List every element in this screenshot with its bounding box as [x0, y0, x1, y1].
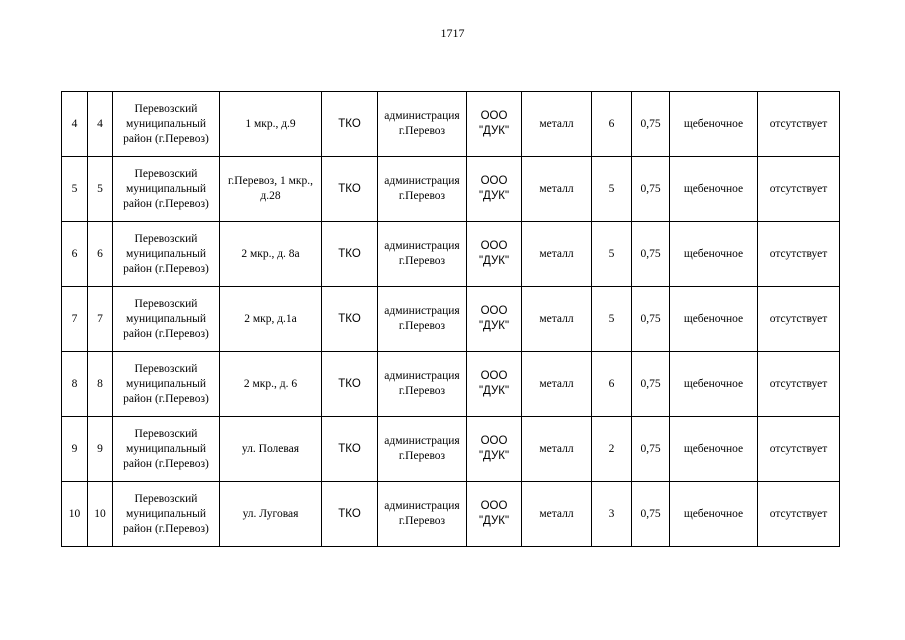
table-row: [62, 157, 840, 222]
address-cell-line: 2 мкр., д. 6: [243, 377, 298, 390]
operator-cell: [467, 417, 522, 482]
row-number-cell: 7: [62, 287, 88, 352]
container-volume-cell: 0,75: [632, 157, 670, 222]
district-cell-line: муниципальный: [125, 312, 207, 325]
operator-cell-line: "ДУК": [478, 450, 510, 462]
container-count-cell: 6: [592, 352, 632, 417]
district-cell: [113, 482, 220, 547]
operator-cell-line: ООО: [480, 435, 508, 447]
surface-cell: щебеночное: [670, 157, 758, 222]
owner-cell: [378, 352, 467, 417]
row-number-cell: 4: [62, 92, 88, 157]
address-cell-line: 2 мкр, д.1а: [244, 312, 297, 325]
material-cell: металл: [522, 482, 592, 547]
container-volume-cell: 0,75: [632, 352, 670, 417]
district-cell: [113, 352, 220, 417]
page-number: 1717: [440, 26, 465, 40]
waste-type-cell: ТКО: [322, 287, 378, 352]
owner-cell-line: администрация: [384, 175, 460, 187]
container-count-cell: 2: [592, 417, 632, 482]
operator-cell: [467, 92, 522, 157]
material-cell: металл: [522, 92, 592, 157]
table-row: [62, 417, 840, 482]
owner-cell: [378, 222, 467, 287]
address-cell-line: д.28: [260, 190, 281, 202]
container-volume-cell: 0,75: [632, 222, 670, 287]
container-count-cell: 5: [592, 157, 632, 222]
waste-type-cell: ТКО: [322, 482, 378, 547]
material-cell: металл: [522, 157, 592, 222]
district-cell-line: район (г.Перевоз): [123, 522, 209, 535]
site-number-cell: 5: [88, 157, 113, 222]
district-cell-line: район (г.Перевоз): [123, 392, 209, 405]
owner-cell: [378, 417, 467, 482]
owner-cell: [378, 92, 467, 157]
operator-cell-line: "ДУК": [478, 320, 510, 332]
operator-cell-line: ООО: [480, 305, 508, 317]
waste-type-cell: ТКО: [322, 157, 378, 222]
district-cell-line: Перевозский: [134, 362, 198, 375]
waste-type-cell: ТКО: [322, 92, 378, 157]
district-cell: [113, 92, 220, 157]
container-volume-cell: 0,75: [632, 482, 670, 547]
material-cell: металл: [522, 417, 592, 482]
container-count-cell: 5: [592, 222, 632, 287]
district-cell-line: муниципальный: [125, 182, 207, 195]
address-cell-line: 1 мкр., д.9: [245, 117, 296, 130]
address-cell: [220, 157, 322, 222]
operator-cell-line: "ДУК": [478, 385, 510, 397]
district-cell: [113, 222, 220, 287]
district-cell-line: муниципальный: [125, 377, 207, 390]
operator-cell-line: "ДУК": [478, 515, 510, 527]
operator-cell-line: ООО: [480, 110, 508, 122]
container-volume-cell: 0,75: [632, 417, 670, 482]
address-cell: [220, 352, 322, 417]
operator-cell-line: "ДУК": [478, 190, 510, 202]
address-cell: [220, 222, 322, 287]
district-cell-line: Перевозский: [134, 167, 198, 180]
owner-cell: [378, 157, 467, 222]
container-count-cell: 5: [592, 287, 632, 352]
district-cell: [113, 417, 220, 482]
table-row: [62, 287, 840, 352]
operator-cell: [467, 287, 522, 352]
row-number-cell: 5: [62, 157, 88, 222]
district-cell-line: район (г.Перевоз): [123, 457, 209, 470]
operator-cell: [467, 482, 522, 547]
fence-cell: отсутствует: [758, 92, 840, 157]
operator-cell: [467, 157, 522, 222]
fence-cell: отсутствует: [758, 157, 840, 222]
fence-cell: отсутствует: [758, 352, 840, 417]
owner-cell-line: г.Перевоз: [398, 515, 446, 527]
district-cell-line: Перевозский: [134, 297, 198, 310]
owner-cell-line: администрация: [384, 435, 460, 447]
surface-cell: щебеночное: [670, 482, 758, 547]
district-cell-line: муниципальный: [125, 507, 207, 520]
address-cell-line: ул. Луговая: [242, 507, 299, 520]
site-number-cell: 8: [88, 352, 113, 417]
district-cell-line: район (г.Перевоз): [123, 262, 209, 275]
owner-cell-line: г.Перевоз: [398, 320, 446, 332]
owner-cell-line: администрация: [384, 240, 460, 252]
owner-cell-line: администрация: [384, 305, 460, 317]
address-cell: [220, 482, 322, 547]
material-cell: металл: [522, 287, 592, 352]
fence-cell: отсутствует: [758, 482, 840, 547]
row-number-cell: 10: [62, 482, 88, 547]
owner-cell: [378, 287, 467, 352]
container-count-cell: 6: [592, 92, 632, 157]
row-number-cell: 6: [62, 222, 88, 287]
waste-site-table: [61, 91, 840, 547]
table-row: [62, 352, 840, 417]
owner-cell-line: г.Перевоз: [398, 450, 446, 462]
district-cell-line: Перевозский: [134, 427, 198, 440]
site-number-cell: 9: [88, 417, 113, 482]
fence-cell: отсутствует: [758, 417, 840, 482]
owner-cell-line: администрация: [384, 370, 460, 382]
owner-cell-line: администрация: [384, 110, 460, 122]
district-cell: [113, 157, 220, 222]
material-cell: металл: [522, 222, 592, 287]
operator-cell-line: "ДУК": [478, 125, 510, 137]
waste-type-cell: ТКО: [322, 352, 378, 417]
site-number-cell: 7: [88, 287, 113, 352]
site-number-cell: 10: [88, 482, 113, 547]
table-body: [62, 92, 840, 547]
address-cell: [220, 417, 322, 482]
operator-cell-line: "ДУК": [478, 255, 510, 267]
operator-cell: [467, 352, 522, 417]
operator-cell-line: ООО: [480, 370, 508, 382]
surface-cell: щебеночное: [670, 287, 758, 352]
site-number-cell: 6: [88, 222, 113, 287]
waste-type-cell: ТКО: [322, 222, 378, 287]
owner-cell-line: г.Перевоз: [398, 385, 446, 397]
site-number-cell: 4: [88, 92, 113, 157]
district-cell-line: муниципальный: [125, 442, 207, 455]
operator-cell-line: ООО: [480, 240, 508, 252]
address-cell-line: 2 мкр., д. 8а: [241, 247, 300, 260]
container-volume-cell: 0,75: [632, 92, 670, 157]
district-cell-line: муниципальный: [125, 247, 207, 260]
district-cell-line: Перевозский: [134, 232, 198, 245]
fence-cell: отсутствует: [758, 287, 840, 352]
material-cell: металл: [522, 352, 592, 417]
owner-cell-line: г.Перевоз: [398, 255, 446, 267]
district-cell-line: район (г.Перевоз): [123, 197, 209, 210]
owner-cell: [378, 482, 467, 547]
operator-cell-line: ООО: [480, 175, 508, 187]
container-volume-cell: 0,75: [632, 287, 670, 352]
address-cell: [220, 92, 322, 157]
row-number-cell: 8: [62, 352, 88, 417]
address-cell-line: ул. Полевая: [241, 442, 300, 455]
container-count-cell: 3: [592, 482, 632, 547]
owner-cell-line: г.Перевоз: [398, 190, 446, 202]
address-cell: [220, 287, 322, 352]
district-cell-line: Перевозский: [134, 102, 198, 115]
surface-cell: щебеночное: [670, 417, 758, 482]
district-cell-line: муниципальный: [125, 117, 207, 130]
surface-cell: щебеночное: [670, 92, 758, 157]
table-row: [62, 92, 840, 157]
table-row: [62, 222, 840, 287]
owner-cell-line: г.Перевоз: [398, 125, 446, 137]
row-number-cell: 9: [62, 417, 88, 482]
owner-cell-line: администрация: [384, 500, 460, 512]
address-cell-line: г.Перевоз, 1 мкр.,: [228, 175, 313, 187]
district-cell: [113, 287, 220, 352]
table-row: [62, 482, 840, 547]
surface-cell: щебеночное: [670, 222, 758, 287]
waste-type-cell: ТКО: [322, 417, 378, 482]
operator-cell-line: ООО: [480, 500, 508, 512]
surface-cell: щебеночное: [670, 352, 758, 417]
operator-cell: [467, 222, 522, 287]
district-cell-line: район (г.Перевоз): [123, 132, 209, 145]
district-cell-line: район (г.Перевоз): [123, 327, 209, 340]
fence-cell: отсутствует: [758, 222, 840, 287]
district-cell-line: Перевозский: [134, 492, 198, 505]
